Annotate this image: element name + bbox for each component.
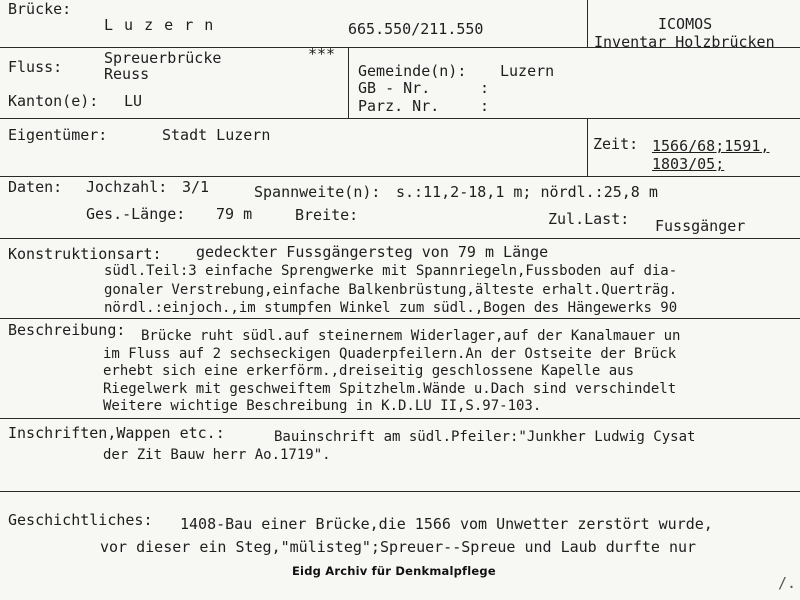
last-label: Zul.Last: bbox=[548, 210, 630, 228]
zeit-label: Zeit: bbox=[593, 135, 639, 153]
inschriften-line-1: Bauinschrift am südl.Pfeiler:"Junkher Ludwig Cysat bbox=[274, 429, 696, 445]
coordinates: 665.550/211.550 bbox=[348, 20, 484, 38]
last-value: Fussgänger bbox=[655, 217, 746, 235]
rule-owner-bottom bbox=[0, 176, 800, 177]
inschriften-line-2: der Zit Bauw herr Ao.1719". bbox=[103, 447, 331, 463]
gemeinde-label: Gemeinde(n): bbox=[358, 62, 467, 80]
rule-owner-divider bbox=[587, 119, 588, 177]
eigentuemer-value: Stadt Luzern bbox=[162, 126, 271, 144]
corner-mark: /. bbox=[778, 574, 797, 592]
kanton-label: Kanton(e): bbox=[8, 92, 99, 110]
zeit-line-2: 1803/05; bbox=[652, 155, 725, 173]
archive-credit: Eidg Archiv für Denkmalpflege bbox=[292, 564, 496, 578]
bridge-name: Spreuerbrücke bbox=[104, 49, 222, 67]
rule-description-bottom bbox=[0, 418, 800, 419]
jochzahl-value: 3/1 bbox=[182, 178, 210, 196]
spannweite-value: s.:11,2-18,1 m; nördl.:25,8 m bbox=[396, 183, 658, 201]
inschriften-label: Inschriften,Wappen etc.: bbox=[8, 424, 225, 442]
spannweite-label: Spannweite(n): bbox=[254, 183, 381, 201]
gb-nr-label: GB - Nr. bbox=[358, 79, 431, 97]
kanton-value: LU bbox=[124, 92, 143, 110]
geschichtliches-label: Geschichtliches: bbox=[8, 511, 153, 529]
rating-stars: *** bbox=[308, 45, 336, 63]
daten-label: Daten: bbox=[8, 178, 63, 196]
org-name: ICOMOS bbox=[658, 15, 713, 33]
geschichtliches-line-2: vor dieser ein Steg,"mülisteg";Spreuer--Spreue und Laub durfte nur bbox=[100, 538, 697, 556]
parz-nr-label: Parz. Nr. bbox=[358, 97, 440, 115]
laenge-value: 79 m bbox=[216, 205, 253, 223]
rule-data-bottom bbox=[0, 238, 800, 239]
konstruktion-label: Konstruktionsart: bbox=[8, 245, 162, 263]
gemeinde-value: Luzern bbox=[500, 62, 555, 80]
org-subtitle: Inventar Holzbrücken bbox=[594, 33, 775, 51]
breite-label: Breite: bbox=[295, 206, 359, 224]
konstruktion-line-3: gonaler Verstrebung,einfache Balkenbrüstung,älteste erhalt.Querträg. bbox=[104, 282, 678, 298]
gb-nr-colon: : bbox=[480, 79, 490, 97]
bridge-location: L u z e r n bbox=[104, 16, 215, 34]
jochzahl-label: Jochzahl: bbox=[86, 178, 168, 196]
beschreibung-line-3: erhebt sich eine erkerförm.,dreiseitig geschlossene Kapelle aus bbox=[103, 363, 635, 379]
zeit-line-1: 1566/68;1591, bbox=[652, 137, 770, 155]
geschichtliches-line-1: 1408-Bau einer Brücke,die 1566 vom Unwetter zerstört wurde, bbox=[180, 515, 713, 533]
bruecke-label: Brücke: bbox=[8, 0, 72, 18]
beschreibung-label: Beschreibung: bbox=[8, 321, 126, 339]
konstruktion-line-2: südl.Teil:3 einfache Sprengwerke mit Spannriegeln,Fussboden auf dia- bbox=[104, 263, 678, 279]
beschreibung-line-4: Riegelwerk mit geschweiftem Spitzhelm.Wände u.Dach sind verschindelt bbox=[103, 381, 677, 397]
eigentuemer-label: Eigentümer: bbox=[8, 126, 108, 144]
river-name: Reuss bbox=[104, 65, 150, 83]
rule-river-bottom bbox=[0, 118, 800, 119]
fluss-label: Fluss: bbox=[8, 58, 63, 76]
parz-nr-colon: : bbox=[480, 97, 490, 115]
rule-header-divider bbox=[587, 0, 588, 48]
beschreibung-line-2: im Fluss auf 2 sechseckigen Quaderpfeilern.An der Ostseite der Brück bbox=[103, 346, 677, 362]
beschreibung-line-5: Weitere wichtige Beschreibung in K.D.LU II,S.97-103. bbox=[103, 398, 542, 414]
konstruktion-line-4: nördl.:einjoch.,im stumpfen Winkel zum südl.,Bogen des Hängewerks 90 bbox=[104, 300, 678, 316]
konstruktion-line-1: gedeckter Fussgängersteg von 79 m Länge bbox=[196, 243, 549, 261]
beschreibung-line-1: Brücke ruht südl.auf steinernem Widerlager,auf der Kanalmauer un bbox=[141, 328, 681, 344]
rule-construction-bottom bbox=[0, 318, 800, 319]
rule-inscriptions-bottom bbox=[0, 491, 800, 492]
rule-river-divider bbox=[348, 48, 349, 119]
laenge-label: Ges.-Länge: bbox=[86, 205, 186, 223]
